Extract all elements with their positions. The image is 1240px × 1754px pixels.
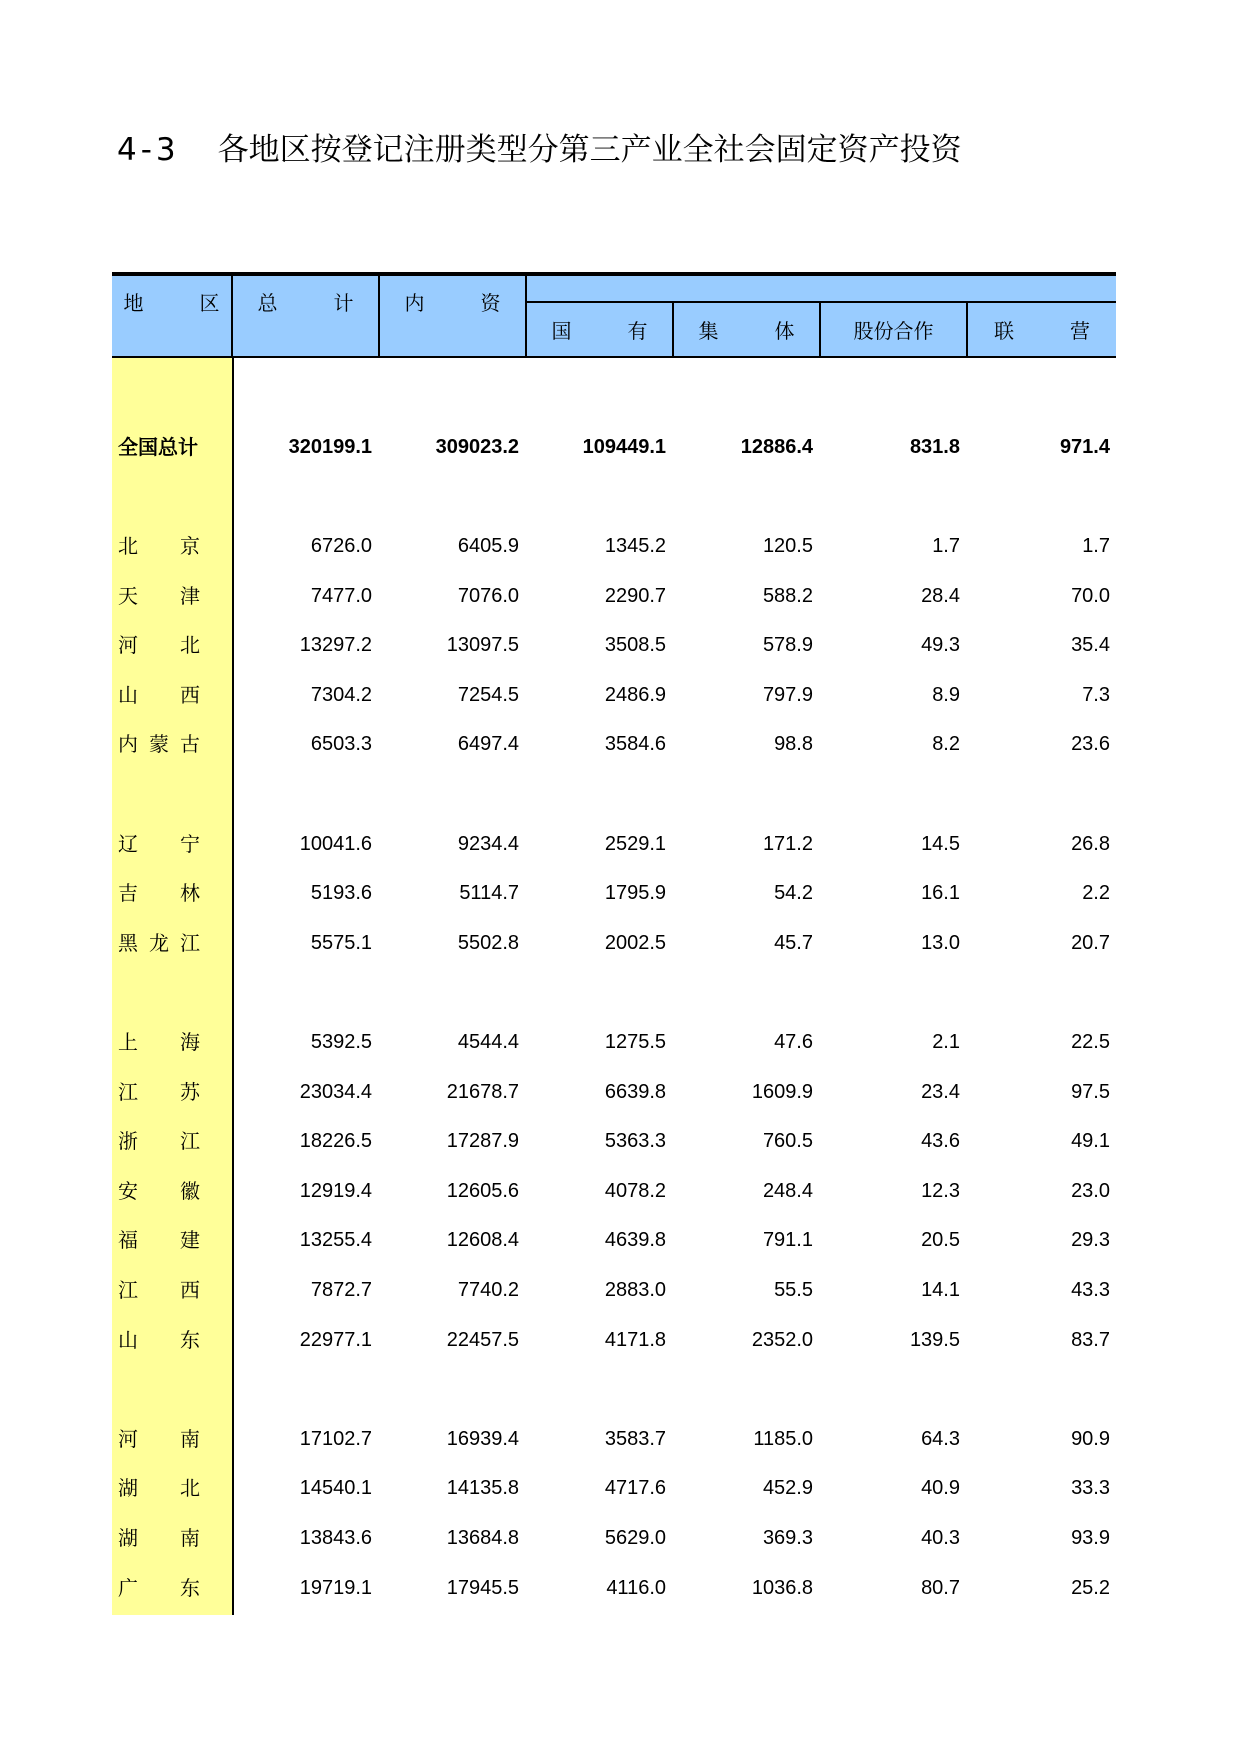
cell-state: 2486.9 bbox=[604, 683, 666, 706]
cell-joint: 33.3 bbox=[1071, 1477, 1110, 1500]
table-row bbox=[112, 1220, 1116, 1260]
cell-collective: 452.9 bbox=[762, 1477, 813, 1500]
cell-collective: 1185.0 bbox=[753, 1427, 813, 1450]
cell-joint-stock: 40.9 bbox=[921, 1477, 960, 1500]
cell-collective: 248.4 bbox=[762, 1179, 813, 1202]
cell-state: 4639.8 bbox=[604, 1229, 666, 1252]
table-row bbox=[112, 1072, 1116, 1112]
cell-domestic: 5114.7 bbox=[459, 882, 519, 905]
cell-domestic: 7076.0 bbox=[457, 584, 519, 607]
cell-joint: 20.7 bbox=[1071, 931, 1110, 954]
cell-total: 17102.7 bbox=[299, 1427, 372, 1450]
page-title bbox=[117, 128, 962, 172]
cell-total: 5193.6 bbox=[310, 882, 372, 905]
cell-total: 13255.4 bbox=[299, 1229, 372, 1252]
table-row bbox=[112, 923, 1116, 963]
cell-total: 5575.1 bbox=[310, 931, 372, 954]
cell-joint-stock: 831.8 bbox=[909, 436, 960, 458]
table-row bbox=[112, 1518, 1116, 1558]
cell-total: 13297.2 bbox=[299, 634, 372, 657]
region-name: 黑 龙 江 bbox=[118, 930, 200, 955]
cell-state: 4717.6 bbox=[604, 1477, 666, 1500]
cell-collective: 45.7 bbox=[774, 931, 813, 954]
region-name: 安 徽 bbox=[118, 1178, 200, 1203]
cell-collective: 171.2 bbox=[762, 832, 813, 855]
cell-domestic: 13097.5 bbox=[446, 634, 519, 657]
cell-domestic: 17945.5 bbox=[446, 1576, 519, 1599]
cell-joint-stock: 64.3 bbox=[921, 1427, 960, 1450]
cell-domestic: 21678.7 bbox=[446, 1080, 519, 1103]
cell-joint: 90.9 bbox=[1071, 1427, 1110, 1450]
cell-domestic: 4544.4 bbox=[457, 1031, 519, 1053]
table-row bbox=[112, 576, 1116, 616]
cell-domestic: 13684.8 bbox=[446, 1527, 519, 1549]
cell-collective: 588.2 bbox=[762, 584, 813, 607]
cell-domestic: 12608.4 bbox=[446, 1229, 519, 1252]
table-row bbox=[112, 1022, 1116, 1062]
table-row bbox=[112, 675, 1116, 715]
cell-joint-stock: 8.2 bbox=[932, 733, 960, 756]
cell-joint-stock: 13.0 bbox=[921, 931, 960, 954]
cell-state: 1795.9 bbox=[604, 882, 666, 905]
table-row bbox=[112, 1121, 1116, 1161]
cell-joint-stock: 40.3 bbox=[921, 1527, 960, 1549]
cell-collective: 578.9 bbox=[762, 634, 813, 657]
region-name: 上 海 bbox=[118, 1030, 200, 1054]
region-name: 吉 林 bbox=[118, 881, 200, 906]
cell-collective: 369.3 bbox=[762, 1527, 813, 1549]
col-header-joint-stock: 股份合作 bbox=[853, 319, 934, 343]
cell-total: 7872.7 bbox=[310, 1279, 372, 1301]
cell-total: 12919.4 bbox=[299, 1179, 372, 1202]
cell-state: 2002.5 bbox=[604, 931, 666, 954]
cell-collective: 98.8 bbox=[774, 733, 813, 756]
region-name: 江 西 bbox=[118, 1278, 200, 1302]
cell-domestic: 7740.2 bbox=[457, 1279, 519, 1301]
cell-state: 3584.6 bbox=[604, 733, 666, 756]
cell-total: 6503.3 bbox=[310, 733, 372, 756]
cell-joint-stock: 20.5 bbox=[921, 1229, 960, 1252]
table-number: 4-3 bbox=[117, 132, 180, 168]
table-row bbox=[112, 824, 1116, 864]
table-row bbox=[112, 1468, 1116, 1508]
cell-joint: 22.5 bbox=[1071, 1031, 1110, 1053]
col-header-state-owned: 国 有 bbox=[551, 319, 666, 343]
table-row bbox=[112, 1320, 1116, 1360]
region-name: 辽 宁 bbox=[118, 831, 200, 856]
table-row bbox=[112, 625, 1116, 665]
cell-joint: 25.2 bbox=[1071, 1576, 1110, 1599]
col-header-region: 地 区 bbox=[123, 290, 238, 315]
cell-total: 14540.1 bbox=[299, 1477, 372, 1500]
cell-joint-stock: 49.3 bbox=[921, 634, 960, 657]
region-name: 江 苏 bbox=[118, 1079, 200, 1104]
cell-joint: 49.1 bbox=[1071, 1130, 1110, 1153]
region-name: 河 南 bbox=[118, 1426, 200, 1451]
cell-joint-stock: 23.4 bbox=[921, 1080, 960, 1103]
cell-joint-stock: 2.1 bbox=[932, 1031, 960, 1053]
cell-joint-stock: 139.5 bbox=[909, 1328, 960, 1351]
cell-state: 1345.2 bbox=[604, 535, 666, 557]
cell-total: 18226.5 bbox=[299, 1130, 372, 1153]
cell-joint: 93.9 bbox=[1071, 1527, 1110, 1549]
cell-joint: 2.2 bbox=[1082, 882, 1110, 905]
cell-joint: 70.0 bbox=[1071, 584, 1110, 607]
cell-total: 22977.1 bbox=[299, 1328, 372, 1351]
cell-joint: 43.3 bbox=[1071, 1279, 1110, 1301]
cell-domestic: 17287.9 bbox=[446, 1130, 519, 1153]
cell-collective: 12886.4 bbox=[740, 436, 813, 458]
region-name: 湖 北 bbox=[118, 1476, 200, 1501]
table-title: 各地区按登记注册类型分第三产业全社会固定资产投资 bbox=[217, 132, 962, 168]
cell-domestic: 12605.6 bbox=[446, 1179, 519, 1202]
cell-joint: 971.4 bbox=[1059, 436, 1110, 458]
cell-joint: 83.7 bbox=[1071, 1328, 1110, 1351]
cell-state: 2529.1 bbox=[604, 832, 666, 855]
cell-collective: 1609.9 bbox=[751, 1080, 813, 1103]
region-name: 广 东 bbox=[118, 1575, 200, 1600]
total-row bbox=[112, 427, 1116, 467]
cell-collective: 54.2 bbox=[774, 882, 813, 905]
cell-joint: 35.4 bbox=[1071, 634, 1110, 657]
table-row bbox=[112, 1171, 1116, 1211]
region-name: 福 建 bbox=[118, 1228, 200, 1253]
cell-state: 6639.8 bbox=[604, 1080, 666, 1103]
cell-joint-stock: 43.6 bbox=[921, 1130, 960, 1153]
cell-joint: 23.6 bbox=[1071, 733, 1110, 756]
cell-collective: 797.9 bbox=[762, 683, 813, 706]
table-row bbox=[112, 1568, 1116, 1608]
cell-state: 3583.7 bbox=[604, 1427, 666, 1450]
cell-total: 5392.5 bbox=[310, 1031, 372, 1053]
cell-total: 6726.0 bbox=[310, 535, 372, 557]
cell-joint-stock: 8.9 bbox=[932, 683, 960, 706]
cell-joint: 7.3 bbox=[1082, 683, 1110, 706]
cell-collective: 55.5 bbox=[774, 1279, 813, 1301]
region-name: 全国总计 bbox=[118, 435, 198, 459]
table-row bbox=[112, 1419, 1116, 1459]
cell-state: 4078.2 bbox=[604, 1179, 666, 1202]
cell-joint-stock: 1.7 bbox=[932, 535, 960, 557]
col-header-total: 总 计 bbox=[257, 290, 372, 315]
cell-joint-stock: 14.5 bbox=[921, 832, 960, 855]
cell-collective: 2352.0 bbox=[751, 1328, 813, 1351]
cell-total: 10041.6 bbox=[299, 832, 372, 855]
col-header-collective: 集 体 bbox=[698, 319, 813, 343]
cell-state: 2290.7 bbox=[604, 584, 666, 607]
cell-state: 1275.5 bbox=[604, 1031, 666, 1053]
cell-state: 5363.3 bbox=[604, 1130, 666, 1153]
region-name: 湖 南 bbox=[118, 1526, 200, 1550]
region-name: 山 西 bbox=[118, 682, 200, 707]
cell-domestic: 22457.5 bbox=[446, 1328, 519, 1351]
region-name: 天 津 bbox=[118, 583, 200, 608]
cell-total: 23034.4 bbox=[299, 1080, 372, 1103]
region-name: 北 京 bbox=[118, 534, 200, 558]
region-name: 山 东 bbox=[118, 1327, 200, 1352]
cell-domestic: 309023.2 bbox=[435, 436, 519, 458]
cell-joint: 97.5 bbox=[1071, 1080, 1110, 1103]
col-header-domestic: 内 资 bbox=[404, 290, 519, 315]
cell-state: 5629.0 bbox=[604, 1527, 666, 1549]
cell-collective: 791.1 bbox=[762, 1229, 813, 1252]
cell-joint: 29.3 bbox=[1071, 1229, 1110, 1252]
cell-state: 4171.8 bbox=[604, 1328, 666, 1351]
cell-domestic: 6405.9 bbox=[457, 535, 519, 557]
table-row bbox=[112, 526, 1116, 566]
cell-joint: 23.0 bbox=[1071, 1179, 1110, 1202]
cell-state: 4116.0 bbox=[606, 1576, 666, 1599]
cell-collective: 47.6 bbox=[774, 1031, 813, 1053]
table-row bbox=[112, 873, 1116, 913]
region-name: 浙 江 bbox=[118, 1129, 200, 1154]
cell-domestic: 9234.4 bbox=[457, 832, 519, 855]
table-row bbox=[112, 1270, 1116, 1310]
cell-domestic: 6497.4 bbox=[457, 733, 519, 756]
cell-domestic: 16939.4 bbox=[446, 1427, 519, 1450]
cell-joint-stock: 12.3 bbox=[921, 1179, 960, 1202]
cell-domestic: 14135.8 bbox=[446, 1477, 519, 1500]
investment-table bbox=[112, 272, 1116, 1615]
cell-domestic: 7254.5 bbox=[457, 683, 519, 706]
cell-total: 13843.6 bbox=[299, 1527, 372, 1549]
cell-state: 2883.0 bbox=[604, 1279, 666, 1301]
col-header-joint-venture: 联 营 bbox=[994, 319, 1108, 343]
cell-collective: 1036.8 bbox=[751, 1576, 813, 1599]
cell-domestic: 5502.8 bbox=[457, 931, 519, 954]
cell-joint: 26.8 bbox=[1071, 832, 1110, 855]
cell-total: 7477.0 bbox=[310, 584, 372, 607]
cell-joint-stock: 28.4 bbox=[921, 584, 960, 607]
cell-joint-stock: 80.7 bbox=[921, 1576, 960, 1599]
cell-joint-stock: 14.1 bbox=[921, 1279, 960, 1301]
table-row bbox=[112, 724, 1116, 764]
cell-joint: 1.7 bbox=[1082, 535, 1110, 557]
header-bottom-rule bbox=[112, 356, 1116, 358]
region-name: 内 蒙 古 bbox=[118, 732, 200, 757]
cell-collective: 120.5 bbox=[762, 535, 813, 557]
cell-collective: 760.5 bbox=[762, 1130, 813, 1153]
cell-total: 320199.1 bbox=[288, 436, 372, 458]
cell-joint-stock: 16.1 bbox=[921, 882, 960, 905]
cell-state: 109449.1 bbox=[582, 436, 666, 458]
cell-total: 7304.2 bbox=[310, 683, 372, 706]
region-name: 河 北 bbox=[118, 633, 200, 658]
cell-state: 3508.5 bbox=[604, 634, 666, 657]
cell-total: 19719.1 bbox=[299, 1576, 372, 1599]
